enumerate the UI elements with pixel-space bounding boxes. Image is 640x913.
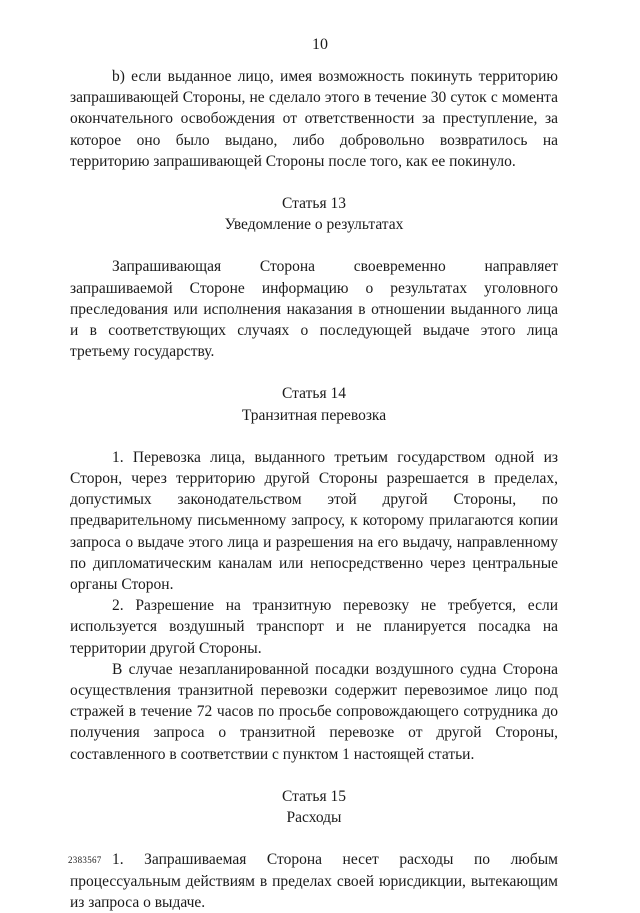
page-number: 10: [312, 36, 328, 53]
article-15-paragraph-1: 1. Запрашиваемая Сторона несет расходы по любым процессуальным действиям в пределах своей юрисдикции, вытекающим из запроса о выдаче.: [70, 851, 558, 911]
article-13-number: Статья 13: [282, 195, 346, 213]
document-code: 2383567: [68, 855, 102, 865]
article-13-title: Уведомление о результатах: [224, 216, 404, 234]
paragraph-b: b) если выданное лицо, имея возможность покинуть территорию запрашивающей Стороны, не сделало этого в течение 30 суток с момента окончательного освобождения от ответственности за преступление, за которое оно было выдано, либо добровольно возвратилось на территорию запрашивающей Стороны после того, как ее покинуло.: [70, 68, 558, 170]
article-14-number: Статья 14: [282, 385, 346, 403]
article-15-heading: [70, 786, 558, 828]
article-13-paragraph: Запрашивающая Сторона своевременно направляет запрашиваемой Стороне информацию о результатах уголовного преследования или исполнения наказания в отношении выданного лица и в соответствующих случаях о последующей выдаче этого лица третьему государству.: [70, 258, 558, 361]
article-14-title: Транзитная перевозка: [241, 406, 387, 424]
article-15-title: Расходы: [286, 809, 342, 827]
article-13-heading: [70, 193, 558, 235]
article-15-number: Статья 15: [282, 787, 346, 805]
document-body: [70, 66, 558, 913]
article-14-paragraph-3: В случае незапланированной посадки воздушного судна Сторона осуществления транзитной перевозки содержит перевозимое лицо под стражей в течение 72 часов по просьбе сопровождающего сотрудника до получения запроса о транзитной перевозке от другой Стороны, составленного в соответствии с пунктом 1 настоящей статьи.: [70, 660, 558, 763]
article-14-heading: [70, 383, 558, 425]
article-14-paragraph-2: 2. Разрешение на транзитную перевозку не требуется, если используется воздушный транспорт и не планируется посадка на территории другой Стороны.: [70, 597, 558, 657]
article-14-paragraph-1: 1. Перевозка лица, выданного третьим государством одной из Сторон, через территорию другой Стороны разрешается в пределах, допустимых законодательством этой другой Стороны, по предварительному письменному запросу, к которому прилагаются копии запроса о выдаче этого лица и разрешения на его выдачу, направленному по дипломатическим каналам или непосредственно через центральные органы Сторон.: [70, 448, 558, 594]
